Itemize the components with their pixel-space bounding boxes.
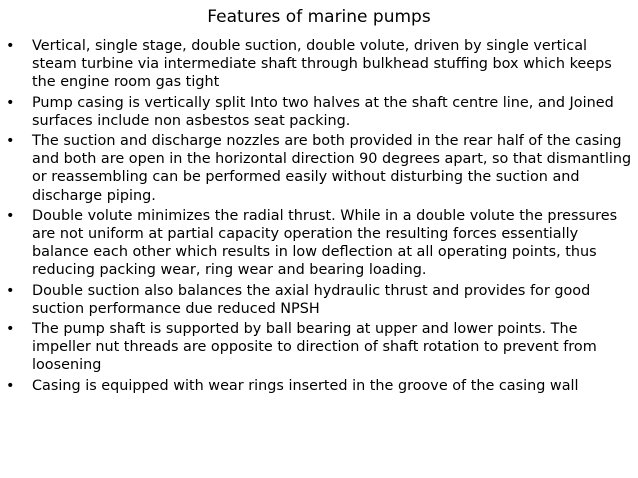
bullet-item <box>6 132 634 205</box>
bullet-icon: • <box>6 377 15 394</box>
bullet-item <box>6 207 634 280</box>
bullet-item <box>6 377 634 395</box>
bullet-item <box>6 282 634 318</box>
bullet-text: Double volute minimizes the radial thrust. While in a double volute the pressures are not uniform at partial capacity operation the resulting forces essentially balance each other which results in low deflection at all operating points, thus reducing packing wear, ring wear and bearing loading. <box>32 207 618 279</box>
bullet-text: The suction and discharge nozzles are both provided in the rear half of the casing and both are open in the horizontal direction 90 degrees apart, so that dismantling or reassembling can be performed easily without disturbing the suction and discharge piping. <box>32 133 632 204</box>
bullet-icon: • <box>6 94 15 111</box>
bullet-text: The pump shaft is supported by ball bearing at upper and lower points. The impeller nut threads are opposite to direction of shaft rotation to prevent from loosening <box>32 321 597 374</box>
bullet-icon: • <box>6 207 15 224</box>
bullet-text: Pump casing is vertically split Into two halves at the shaft centre line, and Joined surfaces include non asbestos seat packing. <box>32 94 614 129</box>
bullet-icon: • <box>6 282 15 299</box>
bullet-item <box>6 37 634 92</box>
bullet-list <box>6 37 634 397</box>
bullet-text: Vertical, single stage, double suction, double volute, driven by single vertical steam turbine via intermediate shaft through bulkhead stuffing box which keeps the engine room gas tight <box>32 38 612 91</box>
bullet-icon: • <box>6 321 15 338</box>
bullet-item <box>6 320 634 375</box>
bullet-text: Casing is equipped with wear rings inserted in the groove of the casing wall <box>32 377 579 394</box>
bullet-item <box>6 94 634 130</box>
slide-title: Features of marine pumps <box>207 7 431 27</box>
bullet-icon: • <box>6 38 15 54</box>
bullet-icon: • <box>6 133 15 150</box>
bullet-text: Double suction also balances the axial hydraulic thrust and provides for good suction performance due reduced NPSH <box>32 282 591 317</box>
